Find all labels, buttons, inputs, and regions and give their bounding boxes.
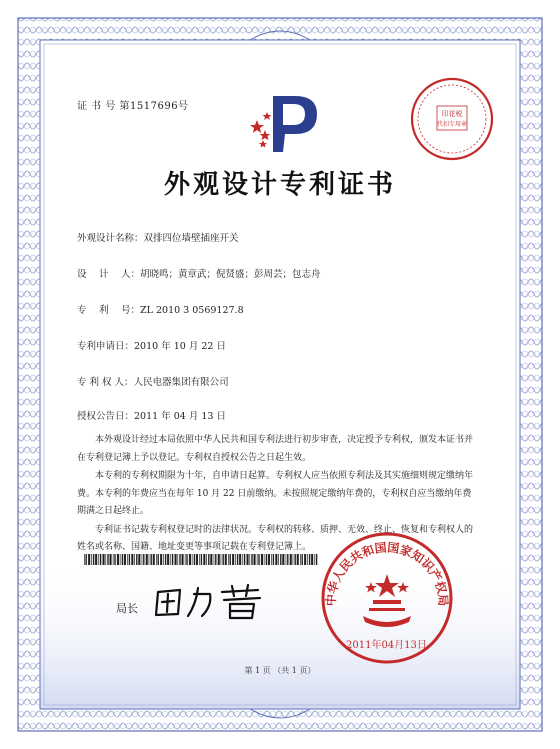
field-value: ZL 2010 3 0569127.8: [140, 305, 244, 316]
field-label: 专 利 号：: [77, 305, 141, 316]
barcode-bar: [300, 554, 301, 565]
barcode-bar: [225, 554, 227, 565]
barcode-bar: [221, 554, 222, 565]
barcode-bar: [165, 554, 166, 565]
barcode-bar: [120, 554, 121, 565]
barcode-bar: [142, 554, 143, 565]
barcode-bar: [297, 554, 299, 565]
cnipa-logo-icon: [243, 90, 323, 158]
barcode-bar: [179, 554, 180, 565]
barcode-bar: [88, 554, 90, 565]
barcode-bar: [230, 554, 231, 565]
svg-text:代扣专用章: 代扣专用章: [436, 121, 468, 128]
barcode-bar: [103, 554, 105, 565]
barcode-bar: [127, 554, 128, 565]
barcode-bar: [93, 554, 94, 565]
barcode-bar: [136, 554, 137, 565]
barcode-bar: [201, 554, 202, 565]
director-label: 局长: [116, 602, 138, 615]
barcode-bar: [228, 554, 229, 565]
barcode-bar: [295, 554, 296, 565]
field-label: 授权公告日：: [77, 411, 135, 422]
barcode-bar: [293, 554, 294, 565]
barcode-bar: [290, 554, 292, 565]
page-footer: 第 1 页 （共 1 页）: [244, 666, 316, 675]
barcode-bar: [218, 554, 220, 565]
barcode-bar: [156, 554, 157, 565]
field-grant-date: [77, 408, 226, 422]
barcode-bar: [84, 554, 85, 565]
barcode-bar: [170, 554, 171, 565]
barcode-bar: [257, 554, 258, 565]
barcode-bar: [287, 554, 288, 565]
body-paragraph: 专利证书记载专利权登记时的法律状况。专利权的转移、质押、无效、终止、恢复和专利权人的姓名或名称、国籍、地址变更等事项记载在专利登记簿上。: [77, 524, 474, 552]
barcode-bar: [223, 554, 224, 565]
barcode-bar: [237, 554, 238, 565]
barcode-bar: [95, 554, 97, 565]
barcode-bar: [182, 554, 184, 565]
barcode-bar: [194, 554, 195, 565]
barcode-bar: [247, 554, 249, 565]
barcode-bar: [98, 554, 99, 565]
barcode-bar: [172, 554, 173, 565]
barcode-bar: [214, 554, 215, 565]
barcode-bar: [249, 554, 250, 565]
field-patent-number: [77, 302, 244, 316]
barcode-bar: [251, 554, 252, 565]
director-signature: [150, 582, 270, 622]
barcode-bar: [309, 554, 310, 565]
certificate-number: 证 书 号 第1517696号: [77, 101, 189, 112]
field-value: 2010 年 10 月 22 日: [134, 341, 226, 352]
seal-arc-text: 中华人民共和国国家知识产权局: [323, 540, 451, 607]
seal-date: 2011年04月13日: [346, 640, 427, 651]
barcode-bar: [242, 554, 243, 565]
barcode-bar: [199, 554, 200, 565]
barcode-bar: [266, 554, 267, 565]
field-label: 设 计 人：: [77, 269, 141, 280]
barcode-bar: [114, 554, 115, 565]
barcode-bar: [254, 554, 256, 565]
barcode-bar: [91, 554, 92, 565]
barcode-bar: [107, 554, 108, 565]
barcode-bar: [244, 554, 245, 565]
barcode-bar: [131, 554, 133, 565]
barcode-bar: [186, 554, 187, 565]
barcode-bar: [86, 554, 87, 565]
barcode-bar: [110, 554, 112, 565]
barcode-bar: [124, 554, 126, 565]
field-design-name: [77, 230, 239, 244]
field-value: 2011 年 04 月 13 日: [134, 411, 226, 422]
barcode-bar: [286, 554, 287, 565]
barcode-bar: [304, 554, 306, 565]
field-application-date: [77, 338, 226, 352]
barcode-bar: [192, 554, 193, 565]
barcode-bar: [158, 554, 159, 565]
barcode-bar: [149, 554, 150, 565]
barcode-bar: [210, 554, 212, 565]
barcode-bar: [206, 554, 207, 565]
barcode-bar: [264, 554, 265, 565]
barcode-bar: [105, 554, 106, 565]
barcode-bar: [232, 554, 234, 565]
barcode-bar: [196, 554, 198, 565]
barcode-bar: [134, 554, 135, 565]
barcode-bar: [208, 554, 209, 565]
field-value: 双排四位墙壁插座开关: [143, 233, 239, 244]
field-value: 人民电器集团有限公司: [133, 377, 229, 388]
barcode-bar: [122, 554, 123, 565]
barcode-bar: [117, 554, 119, 565]
barcode-bar: [239, 554, 241, 565]
barcode-bar: [177, 554, 178, 565]
barcode-bar: [271, 554, 272, 565]
barcode-bar: [167, 554, 169, 565]
body-paragraph: 本外观设计经过本局依照中华人民共和国专利法进行初步审查，决定授予专利权，颁发本证书并在专利登记簿上予以登记。专利权自授权公告之日起生效。: [77, 435, 474, 463]
barcode-bar: [235, 554, 236, 565]
barcode-bar: [261, 554, 263, 565]
field-label: 外观设计名称：: [77, 233, 144, 244]
certificate-title: 外观设计专利证书: [163, 170, 396, 200]
field-patentee: [77, 374, 229, 388]
barcode-bar: [151, 554, 152, 565]
barcode-bar: [100, 554, 101, 565]
barcode-bar: [215, 554, 216, 565]
barcode-bar: [302, 554, 303, 565]
barcode-bar: [160, 554, 162, 565]
barcode-bar: [280, 554, 281, 565]
barcode-bar: [314, 554, 315, 565]
tax-seal-stamp: [409, 76, 495, 162]
barcode-bar: [189, 554, 191, 565]
barcode-bar: [138, 554, 140, 565]
barcode-bar: [153, 554, 155, 565]
barcode: [84, 554, 318, 565]
barcode-bar: [163, 554, 164, 565]
barcode-bar: [268, 554, 270, 565]
field-label: 专 利 权 人：: [77, 377, 134, 388]
barcode-bar: [185, 554, 186, 565]
barcode-bar: [146, 554, 148, 565]
body-paragraph: 本专利的专利权期限为十年，自申请日起算。专利权人应当依照专利法及其实施细则规定缴纳年费。本专利的年费应当在每年 10 月 22 日前缴纳。未按照规定缴纳年费的，专利权自应当缴纳年费期满之日起终止。: [77, 471, 474, 516]
barcode-bar: [129, 554, 130, 565]
svg-text:印花税: 印花税: [441, 110, 463, 118]
barcode-bar: [273, 554, 274, 565]
barcode-bar: [113, 554, 114, 565]
barcode-bar: [307, 554, 308, 565]
barcode-bar: [311, 554, 313, 565]
field-value: 胡晓鸣；黄章武；倪贤盛；彭周芸；包志舟: [140, 269, 321, 280]
field-designers: [77, 266, 321, 280]
field-label: 专利申请日：: [77, 341, 135, 352]
barcode-bar: [175, 554, 177, 565]
barcode-bar: [282, 554, 284, 565]
barcode-bar: [278, 554, 279, 565]
barcode-bar: [275, 554, 277, 565]
barcode-bar: [143, 554, 144, 565]
barcode-bar: [258, 554, 259, 565]
barcode-bar: [203, 554, 205, 565]
